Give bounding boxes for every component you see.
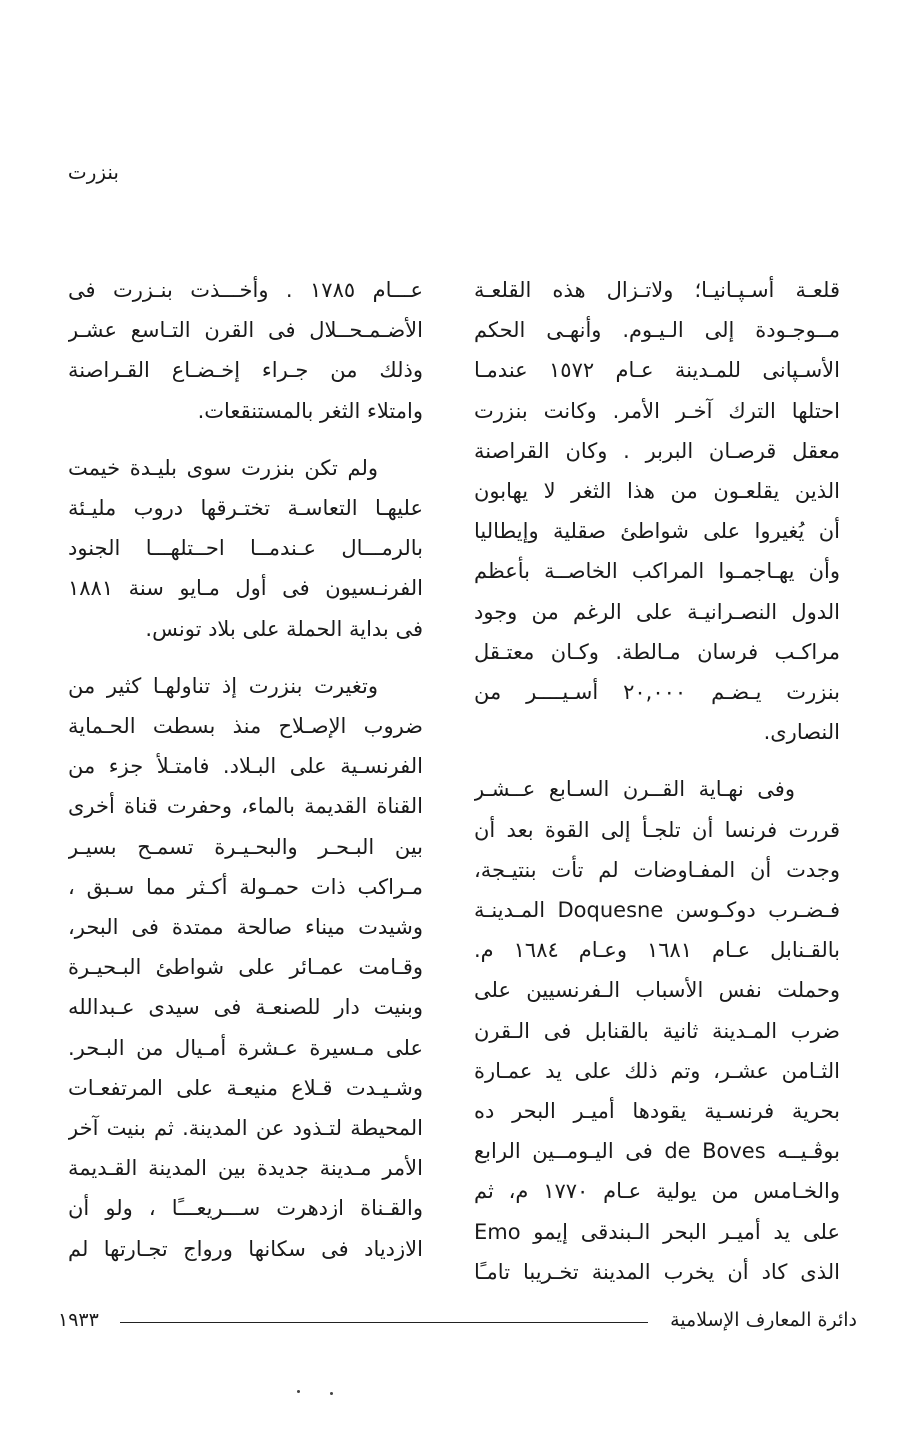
- text-line: الفرنـسيون فى أول مـايو سنة ١٨٨١: [68, 576, 423, 601]
- text-line: بحرية فرنسـية يقودها أميـر البحر ده: [474, 1099, 840, 1124]
- text-line: ضروب الإصـلاح منذ بسطت الحـماية: [68, 714, 423, 739]
- text-line: وبنيت دار للصنعـة فى سيدى عـبدالله: [68, 995, 423, 1020]
- text-line: وقـامت عمـائر على شواطئ البـحيـرة: [68, 955, 423, 980]
- text-line: الذين يقلعـون من هذا الثغر لا يهابون: [474, 479, 840, 504]
- text-line: فى بداية الحملة على بلاد تونس.: [145, 616, 423, 641]
- text-line: بالرمـــال عـندمــا احــتلهـــا الجنود: [68, 536, 423, 561]
- paragraph: [68, 448, 423, 649]
- text-line: الأضـمـحــلال فى القرن التـاسع عشـر: [68, 318, 423, 343]
- page-number: ١٩٣٣: [58, 1309, 99, 1331]
- text-line: الأمر مـدينة جديدة بين المدينة القـديمة: [68, 1156, 423, 1181]
- text-line: الثـامن عشـر، وتم ذلك على يد عمـارة: [474, 1058, 840, 1083]
- running-header-title: بنزرت: [67, 160, 119, 184]
- text-line: فـضـرب دوكـوسن Doquesne المـدينـة: [474, 898, 840, 923]
- scan-speck: [297, 1390, 300, 1393]
- text-line: بالقـنابل عـام ١٦٨١ وعـام ١٦٨٤ م.: [474, 938, 840, 963]
- right-column: [474, 270, 840, 1309]
- text-line: احتلها الترك آخـر الأمر. وكانت بنزرت: [474, 398, 840, 423]
- text-line: الدول النصـرانيـة على الرغم من وجود: [474, 599, 840, 624]
- text-line: والقـناة ازدهرت ســـريعـــًا ، ولو أن: [68, 1196, 423, 1221]
- text-line: مــوجـودة إلى الـيـوم. وأنهـى الحكم: [474, 318, 840, 343]
- scan-speck: [330, 1392, 333, 1395]
- text-line: قلعـة أسـپـانيـا؛ ولاتـزال هذه القلعـة: [474, 278, 840, 302]
- paragraph: [68, 270, 423, 431]
- text-line: وتغيرت بنزرت إذ تناولهـا كثير من: [68, 673, 378, 698]
- text-line: قررت فرنسا أن تلجـأ إلى القوة بعد أن: [474, 817, 840, 842]
- footer-publisher-title: دائرة المعارف الإسلامية: [670, 1309, 857, 1331]
- text-line: وفى نهـاية القــرن السـابع عــشـر: [474, 777, 795, 802]
- text-line: الازدياد فى سكانها ورواج تجـارتها لم: [68, 1236, 423, 1261]
- text-line: وامتلاء الثغر بالمستنقعات.: [197, 398, 423, 423]
- text-line: عليهـا التعاسـة تختـرقها دروب مليـئة: [68, 496, 423, 521]
- text-line: ولم تكن بنزرت سوى بليـدة خيمت: [68, 455, 378, 480]
- text-line: والخـامس من يولية عـام ١٧٧٠ م، ثم: [474, 1179, 840, 1204]
- paragraph: [68, 666, 423, 1269]
- text-line: النصارى.: [763, 720, 840, 745]
- text-line: وشـيـدت قـلاع منيعـة على المرتفعـات: [68, 1075, 423, 1100]
- text-line: وجدت أن المفـاوضات لم تأت بنتيـجة،: [474, 857, 840, 882]
- text-line: معقل قرصـان البربر . وكان القراصنة: [474, 438, 840, 463]
- paragraph: [474, 270, 840, 752]
- text-line: بنزرت يـضـم ٢٠,٠٠٠ أسـيــــر من: [474, 680, 840, 705]
- text-line: على مـسيرة عـشرة أمـيال من البـحر.: [68, 1035, 423, 1060]
- text-line: أن يُغيروا على شواطئ صقلية وإيطاليا: [474, 519, 840, 544]
- text-line: الذى كاد أن يخرب المدينة تخـريبا تامـًا: [474, 1259, 840, 1284]
- text-line: الفرنسـية على البـلاد. فامتـلأ جزء من: [68, 754, 423, 779]
- footer-divider: [120, 1322, 648, 1323]
- text-line: القناة القديمة بالماء، وحفرت قناة أخرى: [68, 794, 423, 819]
- text-line: وذلك من جـراء إخـضـاع القـراصنة: [68, 358, 423, 383]
- text-line: ضرب المـدينة ثانية بالقنابل فى الـقرن: [474, 1018, 840, 1043]
- text-line: وحملت نفس الأسباب الـفرنسيين على: [474, 978, 840, 1003]
- text-line: وشيدت ميناء صالحة ممتدة فى البحر،: [68, 915, 423, 940]
- text-line: على يد أميـر البحر الـبندقى إيمو Emo: [474, 1219, 840, 1244]
- text-line: مراكـب فرسان مـالطة. وكـان معتـقل: [474, 639, 840, 664]
- paragraph: [474, 769, 840, 1292]
- text-line: وأن يهـاجمـوا المراكب الخاصــة بأعظم: [474, 559, 840, 584]
- text-line: المحيطة لتـذود عن المدينة. ثم بنيت آخر: [68, 1116, 423, 1141]
- text-line: بين البـحـر والبحـيـرة تسمـح بسيـر: [68, 834, 423, 859]
- text-line: مـراكب ذات حمـولة أكـثر مما سـبق ،: [68, 874, 423, 899]
- left-column: [68, 270, 423, 1286]
- text-line: بوڤـيــه de Boves فى اليـومــين الرابع: [474, 1139, 840, 1164]
- text-line: الأسـپانى للمـدينة عـام ١٥٧٢ عندمـا: [474, 358, 840, 383]
- text-line: عـــام ١٧٨٥ . وأخـــذت بنـزرت فى: [68, 278, 423, 302]
